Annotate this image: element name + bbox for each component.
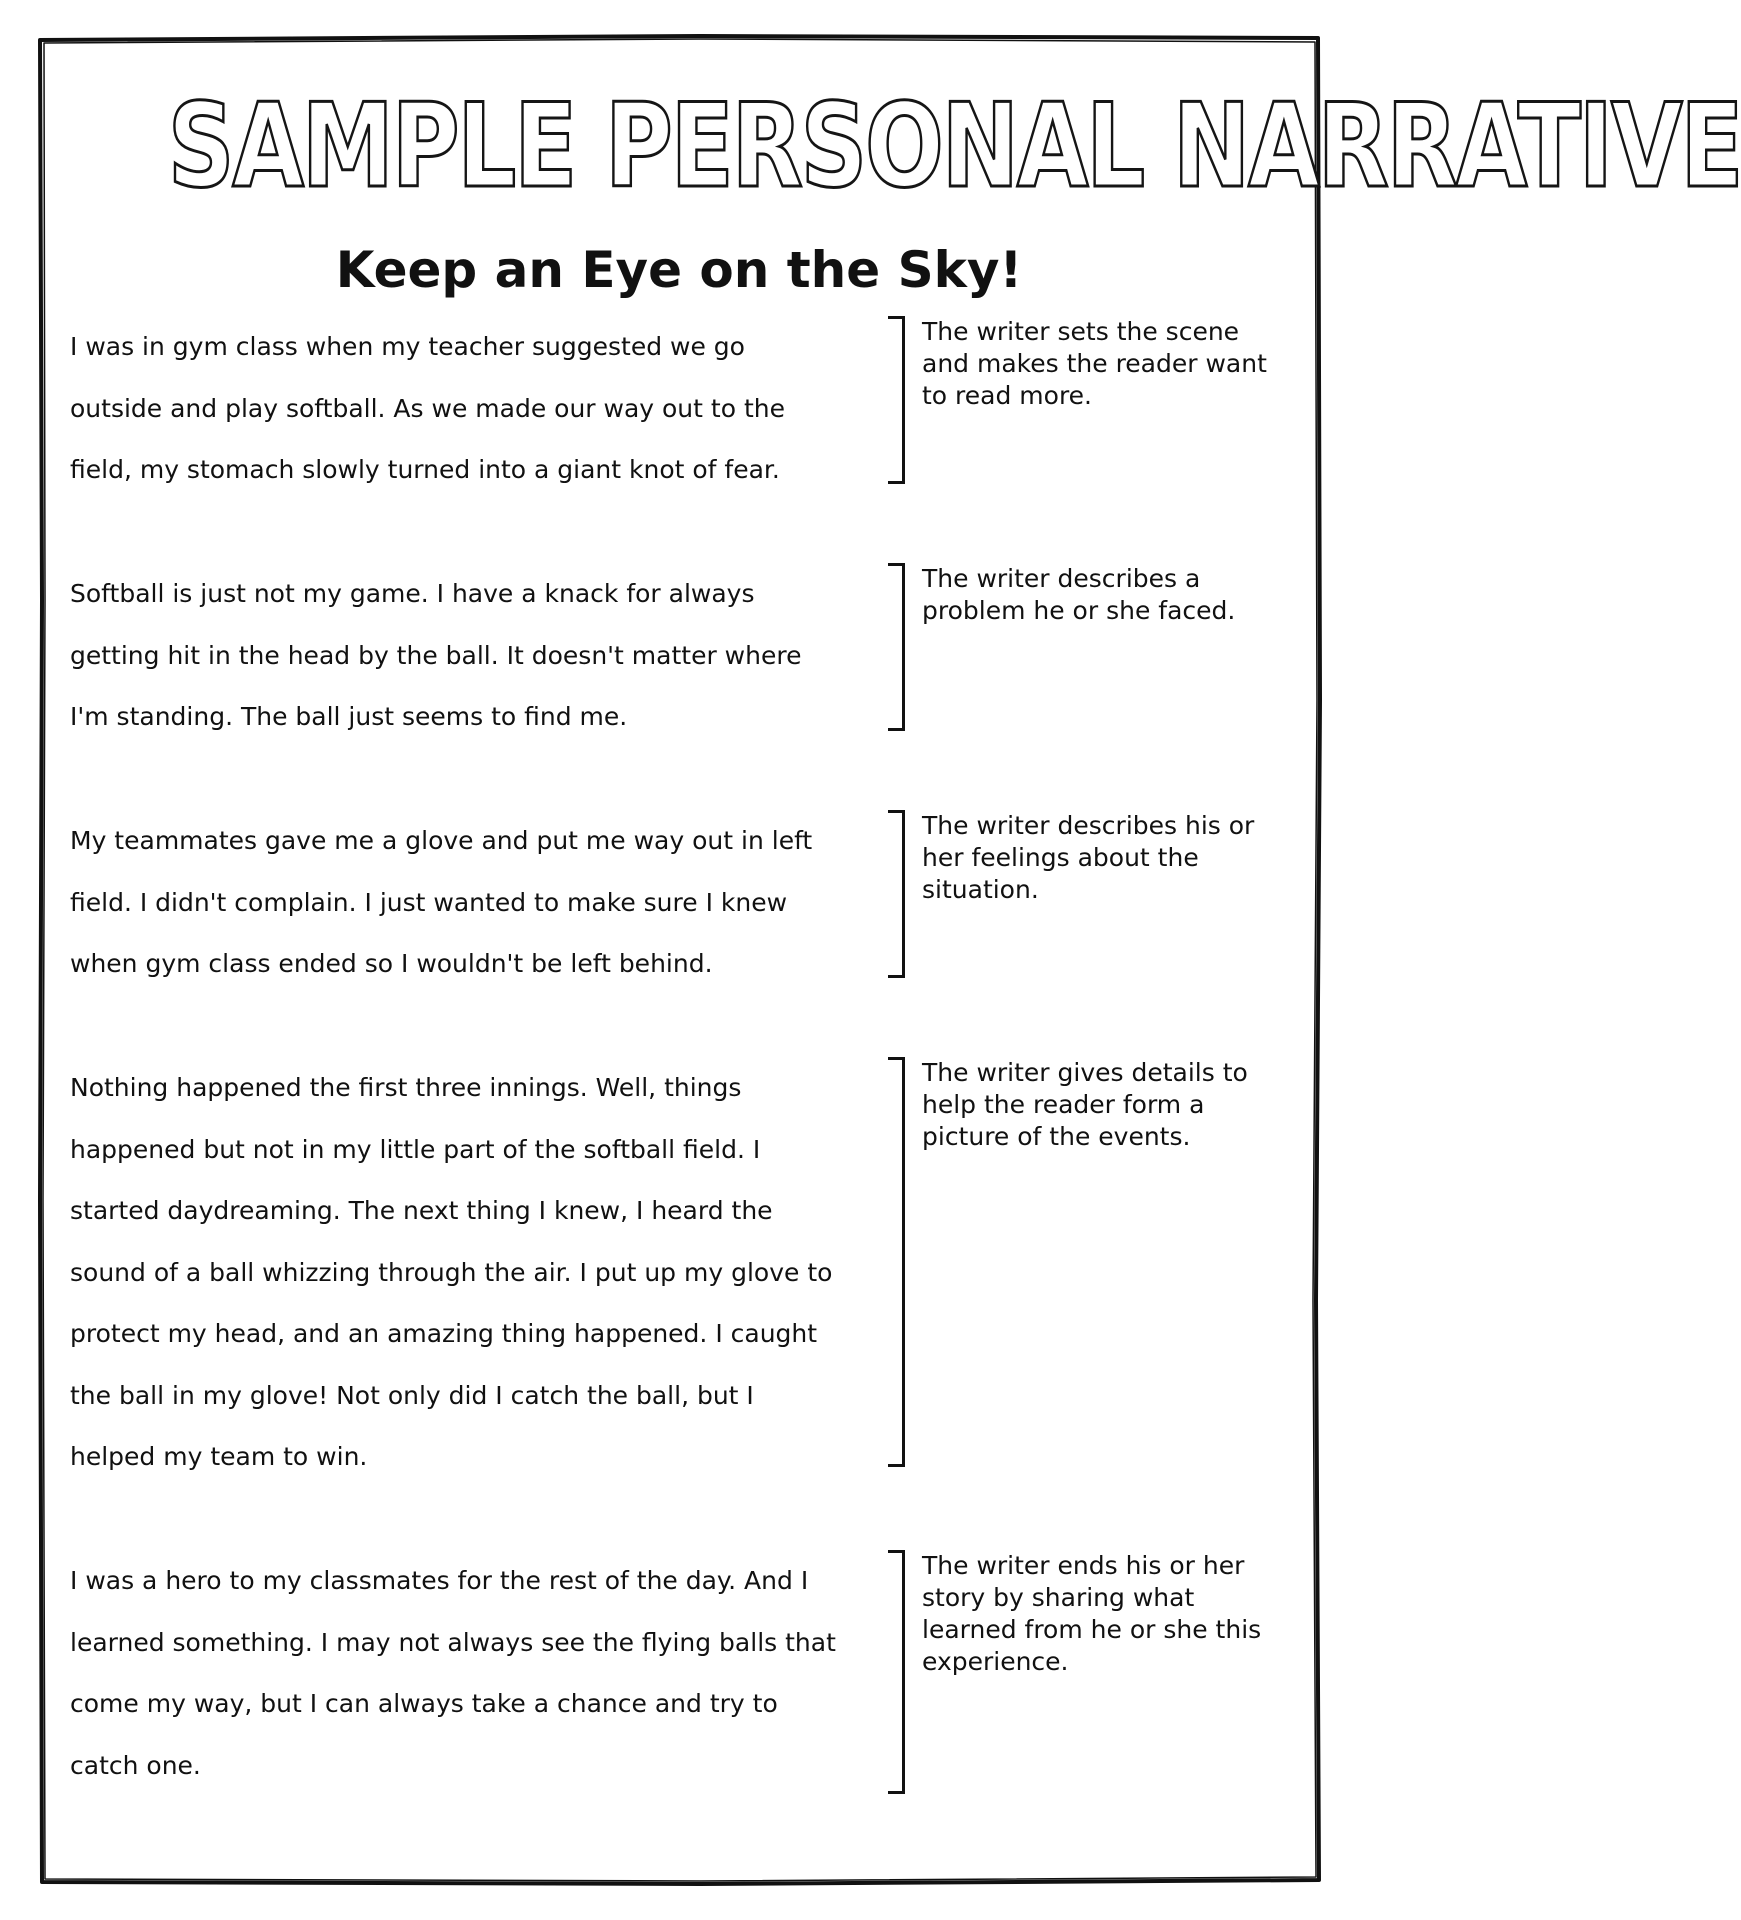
narrative-paragraph: I was a hero to my classmates for the rest of the day. And I learned something. I may not always see the flying balls that come my way, but I can always take a chance and try to catch one. xyxy=(70,1566,836,1780)
annotation-note: The writer describes a problem he or she faced. xyxy=(922,564,1236,625)
narrative-paragraph: Softball is just not my game. I have a knack for always getting hit in the head by the ball. It doesn't matter where I'm standing. The ball just seems to find me. xyxy=(70,579,802,731)
annotation-note: The writer sets the scene and makes the reader want to read more. xyxy=(922,317,1267,410)
bracket xyxy=(888,1057,905,1467)
annotation-note: The writer gives details to help the reader form a picture of the events. xyxy=(922,1058,1248,1151)
narrative-paragraph: My teammates gave me a glove and put me way out in left field. I didn't complain. I just wanted to make sure I knew when gym class ended so I wouldn't be left behind. xyxy=(70,826,813,978)
narrative-paragraph: Nothing happened the first three innings. Well, things happened but not in my little part of the softball field. I started daydreaming. The next thing I knew, I heard the sound of a ball whizzing through the air. I put up my glove to protect my head, and an amazing thing happened. I caught the ball in my glove! Not only did I catch the ball, but I helped my team to win. xyxy=(70,1073,833,1471)
narrative-paragraph: I was in gym class when my teacher suggested we go outside and play softball. As we made our way out to the field, my stomach slowly turned into a giant knot of fear. xyxy=(70,332,785,484)
page-title: SAMPLE PERSONAL NARRATIVE xyxy=(167,79,1741,214)
annotation-note: The writer describes his or her feelings about the situation. xyxy=(922,811,1255,904)
bracket xyxy=(888,316,905,484)
annotation-note: The writer ends his or her story by sharing what learned from he or she this experience. xyxy=(922,1551,1262,1676)
bracket xyxy=(888,810,905,978)
story-title: Keep an Eye on the Sky! xyxy=(335,241,1023,299)
bracket xyxy=(888,563,905,731)
bracket xyxy=(888,1550,905,1794)
